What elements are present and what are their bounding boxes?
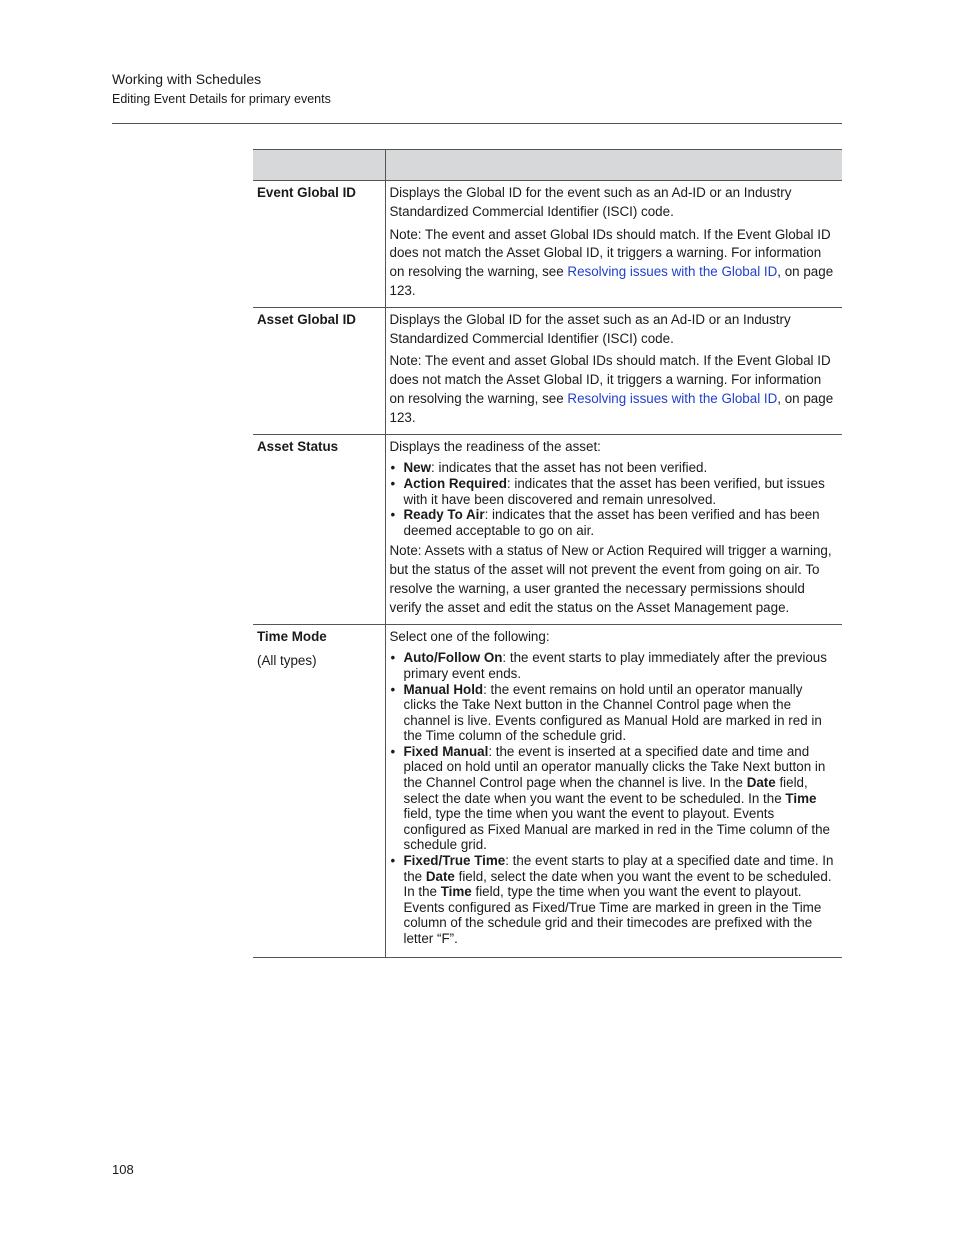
description-text: Select one of the following:	[389, 628, 550, 644]
note-suffix: , on page 123.	[389, 390, 834, 425]
table-header-cell-term	[253, 150, 385, 181]
table-row	[253, 307, 842, 434]
bullet-field-name: Time	[785, 790, 817, 806]
list-item	[390, 744, 839, 853]
header-divider	[112, 123, 842, 124]
note-suffix: , on page 123.	[389, 264, 834, 298]
term-name: Asset Global ID	[257, 311, 356, 327]
description-cell	[385, 181, 842, 308]
note-prefix: Note: The event and asset Global IDs should match. If the Event Global ID does not match the Asset Global ID, it triggers a warning. For information on resolving the warning, see	[389, 226, 831, 280]
bullet-icon: •	[390, 475, 396, 491]
term-name: Event Global ID	[257, 185, 356, 200]
term-name: Time Mode	[257, 628, 327, 644]
bullet-text: : indicates that the asset has not been verified.	[431, 460, 708, 476]
term-name: Asset Status	[257, 438, 339, 454]
note-text: Note: Assets with a status of New or Action Required will trigger a warning, but the status of the asset will not prevent the event from going on air. To resolve the warning, a user granted the necessary permissions should verify the asset and edit the status on the Asset Management page.	[389, 543, 832, 615]
bullet-icon: •	[390, 507, 396, 523]
description-text: Displays the readiness of the asset:	[389, 438, 601, 454]
term-cell	[253, 434, 385, 624]
page-number: 108	[112, 1162, 134, 1177]
list-item	[390, 476, 839, 507]
table-row	[253, 434, 842, 624]
resolving-global-id-link[interactable]: Resolving issues with the Global ID	[567, 390, 778, 406]
bullet-list	[390, 460, 839, 538]
bullet-term: New	[403, 460, 432, 476]
description-text: Displays the Global ID for the event such as an Ad-ID or an Industry Standardized Commercial Identifier (ISCI) code.	[389, 185, 792, 219]
bullet-text: : the event starts to play at a specified date and time. In the	[403, 853, 834, 884]
term-cell	[253, 181, 385, 308]
table-row	[253, 624, 842, 957]
running-header-subtitle: Editing Event Details for primary events	[112, 92, 331, 106]
note-text	[390, 226, 839, 301]
list-item	[390, 853, 839, 947]
term-qualifier: (All types)	[257, 653, 317, 669]
bullet-field-name: Date	[425, 868, 455, 884]
list-item	[390, 682, 839, 744]
bullet-term: Fixed Manual	[403, 743, 489, 759]
note-prefix: Note: The event and asset Global IDs should match. If the Event Global ID does not match the Asset Global ID, it triggers a warning. For information on resolving the warning, see	[389, 353, 831, 406]
bullet-icon: •	[390, 460, 396, 476]
bullet-text: : the event starts to play immediately after the previous primary event ends.	[403, 650, 827, 681]
bullet-icon: •	[390, 743, 396, 759]
bullet-text: : the event remains on hold until an operator manually clicks the Take Next button in the Channel Control page when the channel is live. Events configured as Manual Hold are marked in red in the Time column of the schedule grid.	[403, 681, 822, 744]
table-row	[253, 181, 842, 308]
list-item	[390, 507, 839, 538]
bullet-text: : the event is inserted at a specified date and time and placed on hold until an operator manually clicks the Take Next button in the Channel Control page when the channel is live. In the	[403, 743, 826, 791]
description-text: Displays the Global ID for the asset such as an Ad-ID or an Industry Standardized Commercial Identifier (ISCI) code.	[389, 311, 791, 346]
bullet-icon: •	[390, 681, 396, 697]
bullet-list	[390, 650, 839, 946]
bullet-text: field, select the date when you want the event to be scheduled. In the	[403, 775, 808, 806]
list-item	[390, 650, 839, 681]
term-cell	[253, 307, 385, 434]
bullet-term: Manual Hold	[403, 681, 484, 697]
description-cell	[385, 434, 842, 624]
description-cell	[385, 624, 842, 957]
table-header-cell-description	[385, 150, 842, 181]
list-item	[390, 460, 839, 476]
bullet-icon: •	[390, 853, 396, 869]
bullet-term: Fixed/True Time	[403, 853, 506, 869]
running-header-title: Working with Schedules	[112, 71, 262, 87]
bullet-icon: •	[390, 650, 396, 666]
bullet-text: field, type the time when you want the event to playout. Events configured as Fixed Manual are marked in red in the Time column of the schedule grid.	[403, 806, 830, 853]
resolving-global-id-link[interactable]: Resolving issues with the Global ID	[567, 264, 778, 280]
bullet-text: : indicates that the asset has been verified, but issues with it have been discovered and remain unresolved.	[403, 475, 825, 507]
table-header-row	[253, 150, 842, 181]
bullet-text: field, select the date when you want the event to be scheduled. In the	[403, 868, 832, 900]
definitions-table	[253, 149, 842, 958]
description-cell	[385, 307, 842, 434]
bullet-text: field, type the time when you want the event to playout. Events configured as Fixed/True Time are marked in green in the Time column of the schedule grid and their timecodes are prefixed with the letter “F”.	[403, 884, 822, 946]
bullet-text: : indicates that the asset has been verified and has been deemed acceptable to go on air.	[403, 507, 820, 538]
bullet-field-name: Date	[746, 775, 776, 791]
note-text	[390, 352, 839, 427]
bullet-term: Action Required	[403, 475, 507, 491]
bullet-term: Auto/Follow On	[403, 650, 503, 666]
bullet-term: Ready To Air	[403, 507, 485, 523]
term-cell	[253, 624, 385, 957]
bullet-field-name: Time	[440, 884, 472, 900]
